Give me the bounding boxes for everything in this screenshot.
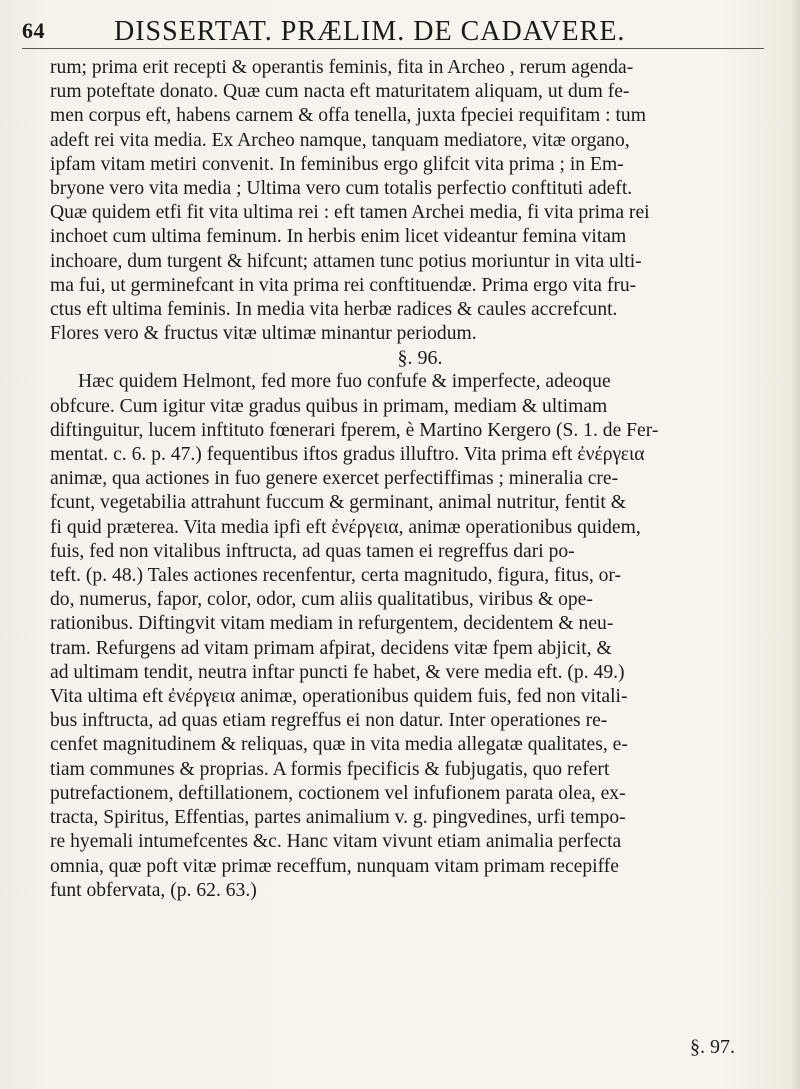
text-line: fi quid præterea. Vita media ipfi eft ἐνέργεια, animæ operationibus quidem, xyxy=(50,516,641,538)
paragraph-1 xyxy=(50,56,770,346)
text-line: fuis, fed non vitalibus inftructa, ad quas tamen ei regreffus dari po- xyxy=(50,540,575,562)
text-line: tram. Refurgens ad vitam primam afpirat, decidens vitæ fpem abjicit, & xyxy=(50,637,612,659)
running-head xyxy=(22,14,772,50)
text-line: Vita ultima eft ἐνέργεια animæ, operationibus quidem fuis, fed non vitali- xyxy=(50,686,628,708)
text-line: men corpus eft, habens carnem & offa tenella, juxta fpeciei requifitam : tum xyxy=(50,105,646,127)
text-line: tiam communes & proprias. A formis fpecificis & fubjugatis, quo refert xyxy=(50,758,610,780)
text-line: omnia, quæ poft vitæ primæ receffum, nunquam vitam primam recepiffe xyxy=(50,855,619,877)
text-line: rationibus. Diftingvit vitam mediam in refurgentem, decidentem & neu- xyxy=(50,613,614,635)
text-line: do, numerus, fapor, color, odor, cum aliis qualitatibus, viribus & ope- xyxy=(50,589,593,611)
body-text xyxy=(50,56,770,903)
page-number: 64 xyxy=(22,18,45,43)
text-line: ipfam vitam metiri convenit. In feminibus ergo glifcit vita prima ; in Em- xyxy=(50,153,624,175)
text-line: mentat. c. 6. p. 47.) fequentibus iftos gradus illuftro. Vita prima eft ἐνέργεια xyxy=(50,444,645,466)
text-line: bryone vero vita media ; Ultima vero cum totalis perfectio conftituti adeft. xyxy=(50,178,633,200)
text-line: Hæc quidem Helmont, fed more fuo confufe & imperfecte, adeoque xyxy=(78,371,611,393)
text-line: ctus eft ultima feminis. In media vita herbæ radices & caules accrefcunt. xyxy=(50,299,618,321)
text-line: obfcure. Cum igitur vitæ gradus quibus in primam, mediam & ultimam xyxy=(50,395,608,417)
text-line: fcunt, vegetabilia attrahunt fuccum & germinant, animal nutritur, fentit & xyxy=(50,492,626,514)
text-line: Flores vero & fructus vitæ ultimæ minantur periodum. xyxy=(50,323,477,345)
page-edge-shadow xyxy=(790,0,800,1089)
text-line: ad ultimam tendit, neutra inftar puncti fe habet, & vere media eft. (p. 49.) xyxy=(50,661,625,683)
paragraph-2 xyxy=(50,370,770,902)
running-title: DISSERTAT. PRÆLIM. DE CADAVERE. xyxy=(114,16,626,47)
text-line: Quæ quidem etfi fit vita ultima rei : eft tamen Archei media, fi vita prima rei xyxy=(50,202,650,224)
catchword: §. 97. xyxy=(690,1036,735,1058)
text-line: inchoet cum ultima feminum. In herbis enim licet videantur femina vitam xyxy=(50,226,627,248)
section-marker: §. 96. xyxy=(397,347,443,370)
text-line: inchoare, dum turgent & hifcunt; attamen tunc potius moriuntur in vita ulti- xyxy=(50,250,642,272)
text-line: animæ, qua actiones in fuo genere exercet perfectiffimas ; mineralia cre- xyxy=(50,468,619,490)
text-line: tracta, Spiritus, Effentias, partes animalium v. g. pingvedines, urfi tempo- xyxy=(50,807,626,829)
text-line: diftinguitur, lucem inftituto fœnerari fperem, è Martino Kergero (S. 1. de Fer- xyxy=(50,419,659,441)
text-line: rum; prima erit recepti & operantis feminis, fita in Archeo , rerum agenda- xyxy=(50,57,634,78)
text-line: adeft rei vita media. Ex Archeo namque, tanquam mediatore, vitæ organo, xyxy=(50,129,630,151)
text-line: teft. (p. 48.) Tales actiones recenfentur, certa magnitudo, figura, fitus, or- xyxy=(50,565,622,587)
text-line: cenfet magnitudinem & reliquas, quæ in vita media allegatæ qualitates, e- xyxy=(50,734,628,756)
text-line: putrefactionem, deftillationem, coctionem vel infufionem parata olea, ex- xyxy=(50,782,626,804)
text-line: rum poteftate donato. Quæ cum nacta eft maturitatem aliquam, ut dum fe- xyxy=(50,81,630,103)
text-line: ma fui, ut germinefcant in vita prima rei conftituendæ. Prima ergo vita fru- xyxy=(50,274,637,296)
text-line: re hyemali intumefcentes &c. Hanc vitam vivunt etiam animalia perfecta xyxy=(50,831,622,853)
header-rule xyxy=(22,48,764,49)
text-line: funt obfervata, (p. 62. 63.) xyxy=(50,879,257,901)
text-line: bus inftructa, ad quas etiam regreffus ei non datur. Inter operationes re- xyxy=(50,710,608,732)
